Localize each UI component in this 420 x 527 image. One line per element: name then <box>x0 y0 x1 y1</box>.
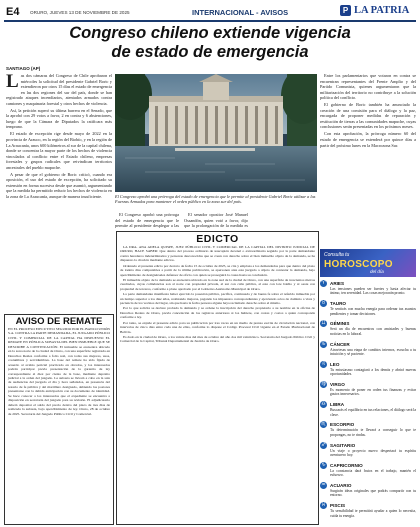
horoscope-sign-name: CAPRICORNIO <box>330 462 363 468</box>
horoscope-sign-header <box>320 401 416 408</box>
horoscope-sign-header <box>320 341 416 348</box>
horoscope-sign-text: Te sentirás con mucha energía para ordenar tus asuntos pendientes y tomar decisiones. <box>330 307 416 316</box>
horoscope-sign-name: LIBRA <box>330 402 345 408</box>
auction-notice-title: AVISO DE REMATE <box>15 316 103 327</box>
edict-paragraph: Por lo que solicita se declare probada la demanda y se ordene la inscripción del derecho propietario a su nombre en la oficina de Derechos Reales de Oruro, previa cancelación de los registros anteriores si los hubiere, con costas y costos a quien corresponda conforme a ley. <box>120 306 315 320</box>
horoscope-sign-name: VIRGO <box>330 382 345 387</box>
article-paragraph: El senador opositor José Manuel Ossandón, quien votó a favor, dijo que la prolongación de la medida es <box>184 212 248 229</box>
horoscope-sign-header <box>320 482 416 489</box>
zodiac-icon: ♊ <box>321 320 326 327</box>
page-number: E4 <box>6 6 20 18</box>
zodiac-icon: ♒ <box>321 482 326 488</box>
article-paragraph: A pesar de que el gobierno de Boric criticó, cuando era oposición, el uso del estado de excepción, ha solicitado su extensión en forma sucesiva desde que asumió, argumentando que la medida ha permitido reducir los hechos de violencia en la zona de La Araucanía, aunque de manera insuficiente. <box>6 171 112 199</box>
horoscope-sign-text: Es momento de poner en orden tus finanzas y evitar gastos innecesarios. <box>330 388 416 397</box>
horoscope-sign-header <box>320 502 416 509</box>
auction-notice <box>4 314 114 525</box>
horoscope-sign-header <box>320 421 416 428</box>
zodiac-icon: ♎ <box>321 401 326 408</box>
horoscope-sign-text: Tu sensibilidad te permitirá ayudar a quien lo necesita, cuida tu energía. <box>330 509 416 518</box>
horoscope-sign-tauro <box>320 300 416 316</box>
zodiac-icon: ♉ <box>321 300 326 307</box>
edict-paragraph: Es dado en la ciudad de Oruro, a los veinte días del mes de octubre del año dos mil veinticinco. Secretaría del Juzgado Público Civil y Comercial de la Capital, Tribunal Departamental de Justicia de Oruro. <box>120 335 315 344</box>
header-divider <box>4 20 416 22</box>
zodiac-icon: ♓ <box>321 502 326 509</box>
article-paragraph: El gobierno de Boric también ha anunciado la creación de una comisión para el diálogo y la paz, encargada de proponer medidas de reparación y restitución de tierras a las comunidades mapuche, cuyas conclusiones serán presentadas en los próximos meses. <box>320 102 416 130</box>
zodiac-icon: ♈ <box>321 280 326 286</box>
logo-icon: P <box>340 5 351 16</box>
zodiac-icon: ♏ <box>321 421 326 428</box>
article-column-2 <box>115 212 179 229</box>
horoscope-sign-sagitario <box>320 442 416 458</box>
horoscope-sign-header <box>320 381 416 388</box>
horoscope-sign-name: LEO <box>330 361 340 367</box>
article-column-4 <box>320 73 416 245</box>
issue-date: ORURO, JUEVES 13 DE NOVIEMBRE DE 2025 <box>30 10 130 15</box>
zodiac-icon: ♌ <box>321 360 326 367</box>
horoscope-sign-name: CÁNCER <box>330 341 350 347</box>
horoscope-banner-title: HOROSCOPO <box>324 259 393 270</box>
legal-edict-body <box>117 245 318 344</box>
horoscope-sign-virgo <box>320 381 416 397</box>
dateline: SANTIAGO (AP) <box>6 66 41 71</box>
horoscope-sign-capricornio <box>320 462 416 478</box>
horoscope-sign-text: Las tensiones pueden ser fuertes y hasta afectar tu ánimo, ten serenidad. Las cosas mejorarán pronto. <box>330 287 416 296</box>
horoscope-sign-header <box>320 462 416 469</box>
horoscope-sign-text: Tu determinación te llevará a conseguir lo que te propongas, no te rindas. <box>330 428 416 437</box>
horoscope-sign-name: TAURO <box>330 301 346 307</box>
article-column-3 <box>184 212 248 229</box>
photo-caption: El Congreso aprobó una prórroga del estado de emergencia que le permite al presidente Gabriel Boric utilizar a las Fuerzas Armadas para mantener el orden público en la zona sur del país. <box>115 194 316 205</box>
auction-notice-body: EN EL PROCESO EJECUTIVO SEGUIDO POR EL BANCO UNIÓN S.A. CONTRA LA PARTE DEMANDADA, EL JUZGADO PÚBLICO CIVIL Y COMERCIAL DE LA CAPITAL HA DISPUESTO EL REMATE EN PÚBLICA SUBASTA DEL BIEN INMUEBLE QUE SE DESCRIBE A CONTINUACIÓN. El inmueble se encuentra ubicado en la zona norte de la ciudad de Oruro, con una superficie registrada en Derechos Reales conforme a folio real, con todas sus mejoras, usos, costumbres y servidumbres. La base del remate ha sido fijada de acuerdo al avalúo pericial practicado en obrados, y los interesados podrán participar previa presentación de la garantía de ley correspondiente al diez por ciento de la base, mediante depósito judicial a la orden del juzgado. La subasta se llevará a cabo en la sala de audiencias del juzgado el día y hora señalados, en presencia del notario de fe pública y del martillero designado, debiendo los postores presentarse con la debida anticipación con su documento de identidad. Se hace conocer a los interesados que el expediente se encuentra a disposición en secretaría del juzgado para su revisión. El adjudicatario deberá depositar el saldo del precio dentro del plazo de tres días de realizada la subasta, bajo apercibimiento de ley. Oruro, 28 de octubre de 2025. Secretaría del Juzgado Público Civil y Comercial. <box>8 327 110 416</box>
horoscope-sign-geminis <box>320 320 416 336</box>
horoscope-sign-text: Un viaje o proyecto nuevo despertará tu espíritu aventurero hoy. <box>330 448 416 458</box>
horoscope-banner <box>320 249 416 277</box>
headline-line-2: de estado de emergencia <box>111 43 309 61</box>
article-paragraph: El estado de excepción rige desde mayo de 2022 en la provincia de Arauco, en la región del Biobío, y en la región de La Araucanía, unos 600 kilómetros al sur de la capital chilena, donde se concentra la mayor parte de los hechos de violencia vinculados al conflicto entre el Estado chileno, empresas forestales y grupos radicales que reivindican territorios ancestrales del pueblo mapuche. <box>6 131 112 170</box>
zodiac-icon: ♍ <box>321 381 326 387</box>
horoscope-sign-name: SAGITARIO <box>330 442 356 448</box>
horoscope-sign-text: Tu entusiasmo contagiará a los demás y abrirá nuevas oportunidades. <box>330 367 416 377</box>
congress-building-photo <box>115 74 317 192</box>
horoscope-sign-leo <box>320 361 416 377</box>
horoscope-banner-subtitle: del día <box>370 269 384 274</box>
horoscope-sign-text: Será un día de encuentros con amistades y buenas noticias en lo laboral. <box>330 327 416 336</box>
zodiac-icon: ♋ <box>321 340 326 347</box>
horoscope-sign-header <box>320 320 416 327</box>
horoscope-banner-intro: Consulta tu <box>324 252 350 258</box>
article-paragraph: Así, la petición superó su última barrera en el Senado, que la aprobó con 29 votos a favor, 2 en contra y 6 abstenciones, luego de que la Cámara de Diputados la ratificara más temprano. <box>6 107 112 130</box>
horoscope-sign-text: La constancia dará frutos en el trabajo, mantén el esfuerzo. <box>330 468 416 478</box>
edict-paragraph: Ordenado el presente edicto por decreto de fecha 15 de octubre de 2025, se cita y emplaza a los demandados para que dentro del plazo de treinta días computables a partir de la última publicación, se apersonen ante este juzgado a objeto de contestar la demanda, bajo apercibimiento de designárseles defensor de oficio con quien se proseguirá la causa hasta su conclusión. <box>120 263 315 277</box>
horoscope-sign-header <box>320 300 416 307</box>
horoscope-sign-piscis <box>320 502 416 518</box>
horoscope-sign-header <box>320 280 416 287</box>
legal-edict-title: EDICTO <box>196 233 239 245</box>
horoscope-sign-libra <box>320 401 416 417</box>
zodiac-icon: ♑ <box>321 461 326 468</box>
article-paragraph: El Congreso aprobó una prórroga del estado de emergencia que le permite al presidente desplegar a las <box>115 212 179 229</box>
horoscope-sign-header <box>320 361 416 368</box>
headline-line-1: Congreso chileno extiende vigencia <box>69 24 351 42</box>
newspaper-logo <box>340 5 409 16</box>
horoscope-sign-escorpio <box>320 421 416 437</box>
section-title: INTERNACIONAL - AVISOS <box>192 8 289 17</box>
horoscope-sign-name: ESCORPIO <box>330 422 355 428</box>
horoscope-sign-name: ACUARIO <box>330 483 352 488</box>
horoscope-sign-text: Surgirán ideas originales que podrás compartir con tu entorno. <box>330 489 416 498</box>
logo-text: LA PATRIA <box>354 5 410 16</box>
horoscope-sign-cancer <box>320 341 416 357</box>
horoscope-sign-name: PISCIS <box>330 503 346 509</box>
horoscope-sign-aries <box>320 280 416 296</box>
article-paragraph: as dos cámaras del Congreso de Chile aprobaron el miércoles la solicitud del presidente Gabriel Boric y extendieron por otros 15 días el estado de emergencia en las dos regiones del sur del país, donde se han registrado ataques incendiarios, atentados armados contra camiones y maquinaria forestal y otros hechos de violencia. <box>6 73 112 106</box>
article-paragraph: Entre los parlamentarios que votaron en contra se encuentran representantes del Frente Amplio y del Partido Comunista, quienes argumentaron que la militarización del territorio no contribuye a la solución política del conflicto. <box>320 73 416 101</box>
zodiac-icon: ♐ <box>321 441 326 448</box>
edict-paragraph: LA DRA. ANA ADELA QUISPE, JUEZ PÚBLICO CIVIL Y COMERCIAL DE LA CAPITAL DEL DISTRITO JUDICIAL DE ORURO, HACE SABER: Que dentro del proceso ordinario de usucapión decenal o extraordinaria seguido por la parte demandante contra herederos indeterminados y personas desconocidas que se crean con derecho sobre el bien inmueble objeto de la demanda, se ha dispuesto la citación mediante edictos. <box>120 245 315 263</box>
legal-edict <box>116 231 319 525</box>
headline <box>4 24 416 62</box>
horoscope-sign-name: ARIES <box>330 281 345 286</box>
article-paragraph: Con esta aprobación, la prórroga número 60 del estado de emergencia se extenderá por quince días a partir del próximo lunes en la Macrozona Sur. <box>320 131 416 148</box>
article-photo <box>115 74 317 192</box>
article-column-1 <box>6 73 112 311</box>
drop-cap: L <box>6 73 19 92</box>
horoscope-sign-header <box>320 442 416 449</box>
horoscope-sign-name: GÉMINIS <box>330 321 350 327</box>
horoscope-sign-text: Atraviesas una etapa de cambios internos, escucha a tu intuición y sé paciente. <box>330 347 416 357</box>
edict-paragraph: El inmueble objeto de la demanda se encuentra ubicado en la zona sud de la ciudad de Oruro, con una superficie de trescientos metros cuadrados, cuyas colindancias son al norte con propiedad privada, al sur con calle pública, al este con lote baldío y al oeste con propiedad de terceros, conforme a plano aprobado por el Gobierno Autónomo Municipal de Oruro. <box>120 277 315 291</box>
horoscope-sign-acuario <box>320 482 416 498</box>
edict-paragraph: La parte demandante manifiesta haber ejercido la posesión pública, pacífica, continuada y de buena fe sobre el referido inmueble por un tiempo superior a los diez años, realizando mejoras, pagando los impuestos correspondientes y ejerciendo actos de dominio a vista y paciencia de los vecinos del lugar, sin que hasta la fecha persona alguna haya reclamado derecho sobre el mismo. <box>120 292 315 306</box>
edict-paragraph: Por tanto, se expide el presente edicto para su publicación por tres veces en un medio de prensa escrita de circulación nacional, con intervalos de cinco días entre cada una de ellas, conforme lo dispone el Código Procesal Civil vigente en el Estado Plurinacional de Bolivia. <box>120 320 315 334</box>
horoscope-sign-text: Buscarás el equilibrio en tus relaciones, el diálogo será la clave. <box>330 408 417 417</box>
